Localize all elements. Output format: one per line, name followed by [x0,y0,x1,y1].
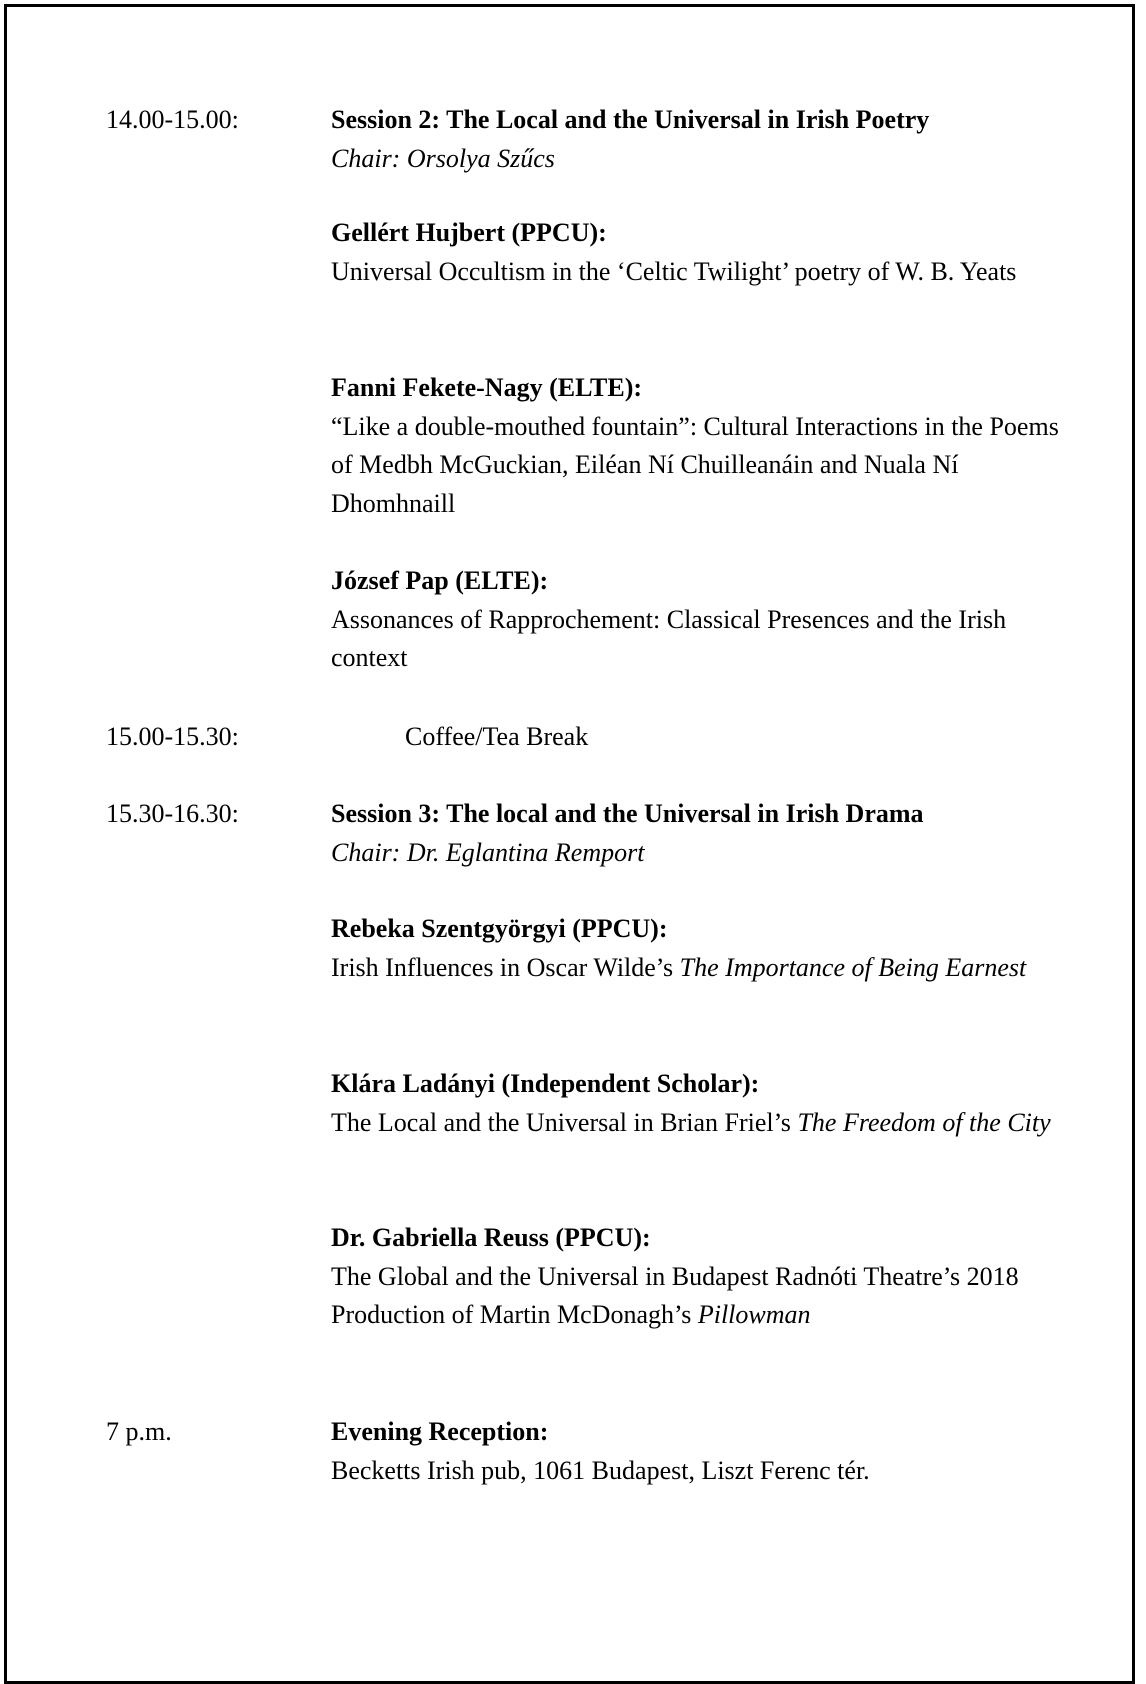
talk-title-plain: The Local and the Universal in Brian Friel’s [331,1107,798,1137]
talk-fekete-nagy [331,369,1061,523]
talk-pap [331,562,1061,678]
session2-chair: Chair: Orsolya Szűcs [331,143,555,173]
talk-title: “Like a double-mouthed fountain”: Cultural Interactions in the Poems of Medbh McGuckian, Eiléan Ní Chuilleanáin and Nuala Ní Dhomhnaill [331,411,1059,518]
speaker-name: Klára Ladányi (Independent Scholar): [331,1069,760,1098]
speaker-name: Rebeka Szentgyörgyi (PPCU): [331,914,668,943]
talk-szentgyorgyi [331,910,1061,987]
talk-title-italic: Pillowman [697,1300,811,1329]
speaker-name: Fanni Fekete-Nagy (ELTE): [331,373,643,402]
session2-block [331,101,1061,178]
reception-block [331,1413,1061,1490]
talk-title: Universal Occultism in the ‘Celtic Twilight’ poetry of W. B. Yeats [331,256,1017,286]
reception-title: Evening Reception: [331,1417,549,1446]
talk-title: Assonances of Rapprochement: Classical Presences and the Irish context [331,604,1007,672]
session2-time: 14.00-15.00: [106,105,239,134]
talk-title-plain: The Global and the Universal in Budapest Radnóti Theatre’s 2018 Production of Martin McDonagh’s [331,1261,1019,1329]
speaker-name: József Pap (ELTE): [331,566,549,595]
talk-title [331,949,1061,988]
session2-title: Session 2: The Local and the Universal in Irish Poetry [331,105,930,134]
talk-reuss [331,1219,1061,1335]
speaker-name: Dr. Gabriella Reuss (PPCU): [331,1223,651,1252]
session3-time: 15.30-16.30: [106,799,239,828]
talk-hujbert [331,214,1061,291]
talk-ladanyi [331,1065,1061,1142]
talk-title-italic: The Freedom of the City [797,1107,1051,1137]
talk-title-plain: Irish Influences in Oscar Wilde’s [331,952,680,982]
talk-title-italic: The Importance of Being Earnest [679,952,1027,982]
break-label: Coffee/Tea Break [405,722,589,751]
speaker-name: Gellért Hujbert (PPCU): [331,218,607,247]
talk-title [331,1258,1061,1335]
session3-block [331,795,1061,872]
session3-chair: Chair: Dr. Eglantina Remport [331,837,645,867]
reception-time: 7 p.m. [106,1417,172,1446]
reception-venue: Becketts Irish pub, 1061 Budapest, Liszt Ferenc tér. [331,1455,870,1485]
talk-title [331,1104,1061,1143]
session3-title: Session 3: The local and the Universal in Irish Drama [331,799,924,828]
break-time: 15.00-15.30: [106,722,239,751]
